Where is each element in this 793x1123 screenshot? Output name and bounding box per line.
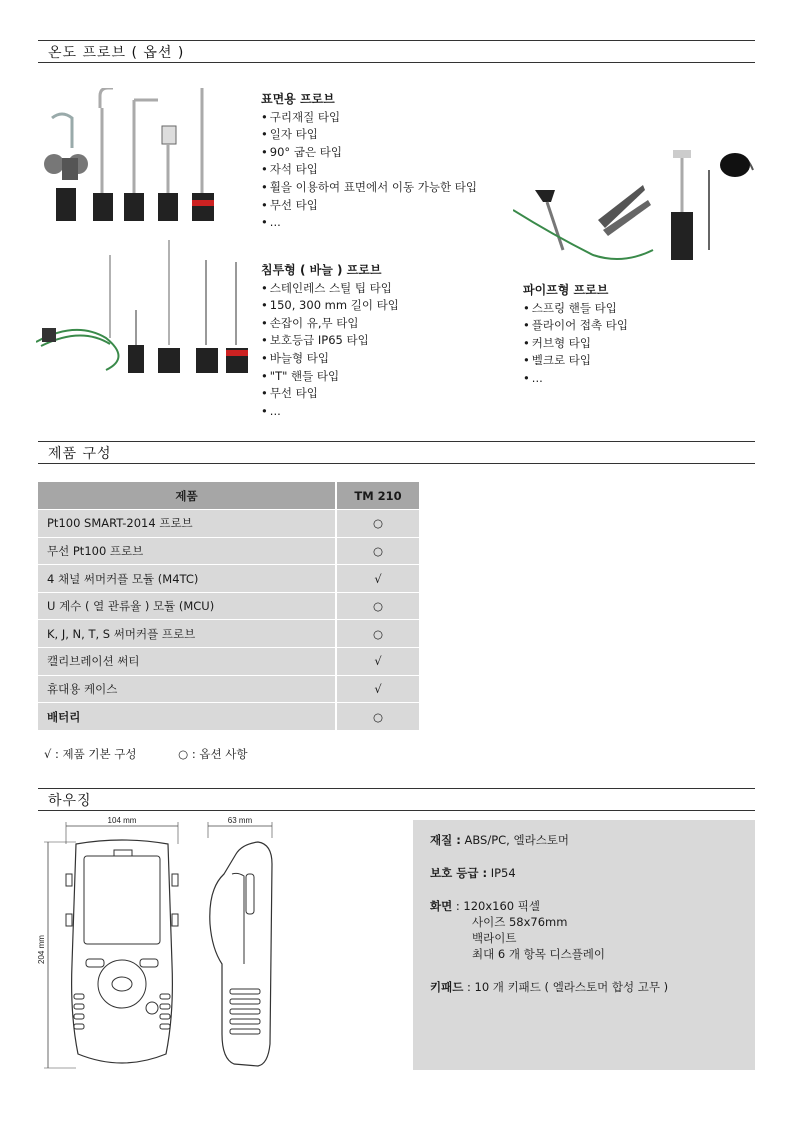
- surface-probe-image: [40, 88, 245, 223]
- list-item: • 벨크로 타입: [523, 352, 628, 370]
- pipe-probe-list: [523, 282, 628, 388]
- cell-name: 무선 Pt100 프로브: [38, 537, 336, 565]
- column-header-product: 제품: [38, 482, 336, 510]
- cell-name: 배터리: [38, 703, 336, 731]
- spec-label: 재질 :: [430, 833, 461, 847]
- surface-probe-list: [261, 91, 477, 232]
- section-title: 제품 구성: [48, 446, 112, 462]
- list-item: • "T" 핸들 타입: [261, 368, 399, 386]
- spec-value: 사이즈 58x76mm: [472, 915, 568, 929]
- pipe-probe-image: [513, 140, 758, 265]
- table-row: [38, 537, 419, 565]
- cell-name: U 계수 ( 열 관류율 ) 모듈 (MCU): [38, 592, 336, 620]
- cell-name: Pt100 SMART-2014 프로브: [38, 510, 336, 538]
- spec-label: 보호 등급 :: [430, 866, 488, 880]
- pipe-probe-title: 파이프형 프로브: [523, 283, 609, 297]
- table-row: [38, 510, 419, 538]
- list-item: • 플라이어 접촉 타입: [523, 317, 628, 335]
- cell-name: 휴대용 케이스: [38, 675, 336, 703]
- cell-mark: ○: [336, 510, 419, 538]
- cell-mark: ○: [336, 537, 419, 565]
- column-header-model: TM 210: [336, 482, 419, 510]
- height-dim-label: 204 mm: [37, 935, 46, 964]
- cell-mark: ○: [336, 592, 419, 620]
- list-item: • 구리재질 타입: [261, 109, 477, 127]
- spec-keypad: [430, 979, 755, 995]
- list-item: • 커브형 타입: [523, 335, 628, 353]
- cell-mark: √: [336, 648, 419, 676]
- legend-basic: √ : 제품 기본 구성: [44, 747, 137, 761]
- list-item: • 스프링 핸들 타입: [523, 300, 628, 318]
- spec-value: 최대 6 개 항목 디스플레이: [472, 947, 606, 961]
- table-row: [38, 565, 419, 593]
- list-item: • 휠을 이용하여 표면에서 이동 가능한 타입: [261, 179, 477, 197]
- table-legend: [44, 746, 285, 762]
- table-row: [38, 648, 419, 676]
- product-table: [38, 482, 419, 731]
- legend-option: ○ : 옵션 사항: [178, 747, 248, 761]
- list-item: • ...: [261, 214, 477, 232]
- table-row: [38, 703, 419, 731]
- spec-value: 백라이트: [472, 931, 517, 945]
- housing-drawing: [36, 814, 286, 1072]
- section-title: 온도 프로브 ( 옵션 ): [48, 45, 185, 61]
- surface-probe-title: 표면용 프로브: [261, 92, 335, 106]
- spec-protection: [430, 865, 755, 881]
- table-row: [38, 675, 419, 703]
- width-dim-label: 104 mm: [107, 816, 137, 825]
- spec-label: 키패드: [430, 980, 464, 994]
- list-item: • ...: [261, 403, 399, 421]
- cell-mark: ○: [336, 620, 419, 648]
- list-item: • 90° 굽은 타입: [261, 144, 477, 162]
- needle-probe-image: [36, 240, 251, 375]
- cell-name: 캘리브레이션 써티: [38, 648, 336, 676]
- cell-name: K, J, N, T, S 써머커플 프로브: [38, 620, 336, 648]
- table-row: [38, 592, 419, 620]
- list-item: • 바늘형 타입: [261, 350, 399, 368]
- cell-mark: √: [336, 565, 419, 593]
- section-header-product: [38, 441, 755, 464]
- depth-dim-label: 63 mm: [227, 816, 253, 825]
- cell-mark: ○: [336, 703, 419, 731]
- spec-material: [430, 832, 755, 848]
- table-row: [38, 620, 419, 648]
- list-item: • 보호등급 IP65 타입: [261, 332, 399, 350]
- list-item: • 150, 300 mm 길이 타입: [261, 297, 399, 315]
- list-item: • 자석 타입: [261, 161, 477, 179]
- list-item: • 무선 타입: [261, 197, 477, 215]
- list-item: • ...: [523, 370, 628, 388]
- spec-label: 화면: [430, 899, 453, 913]
- list-item: • 손잡이 유,무 타입: [261, 315, 399, 333]
- cell-name: 4 채널 써머커플 모듈 (M4TC): [38, 565, 336, 593]
- spec-value: ABS/PC, 엘라스토머: [460, 833, 570, 847]
- needle-probe-title: 침투형 ( 바늘 ) 프로브: [261, 263, 382, 277]
- spec-value: IP54: [487, 866, 516, 880]
- section-header-temp-probe: [38, 40, 755, 63]
- spec-value: : 120x160 픽셀: [452, 899, 540, 913]
- table-header-row: [38, 482, 419, 510]
- housing-spec-box: [413, 820, 755, 1070]
- cell-mark: √: [336, 675, 419, 703]
- list-item: • 일자 타입: [261, 126, 477, 144]
- list-item: • 스테인레스 스틸 팁 타입: [261, 280, 399, 298]
- section-header-housing: [38, 788, 755, 811]
- spec-value: : 10 개 키패드 ( 엘라스토머 합성 고무 ): [463, 980, 669, 994]
- list-item: • 무선 타입: [261, 385, 399, 403]
- spec-screen: [430, 898, 755, 962]
- needle-probe-list: [261, 262, 399, 420]
- section-title: 하우징: [48, 793, 92, 809]
